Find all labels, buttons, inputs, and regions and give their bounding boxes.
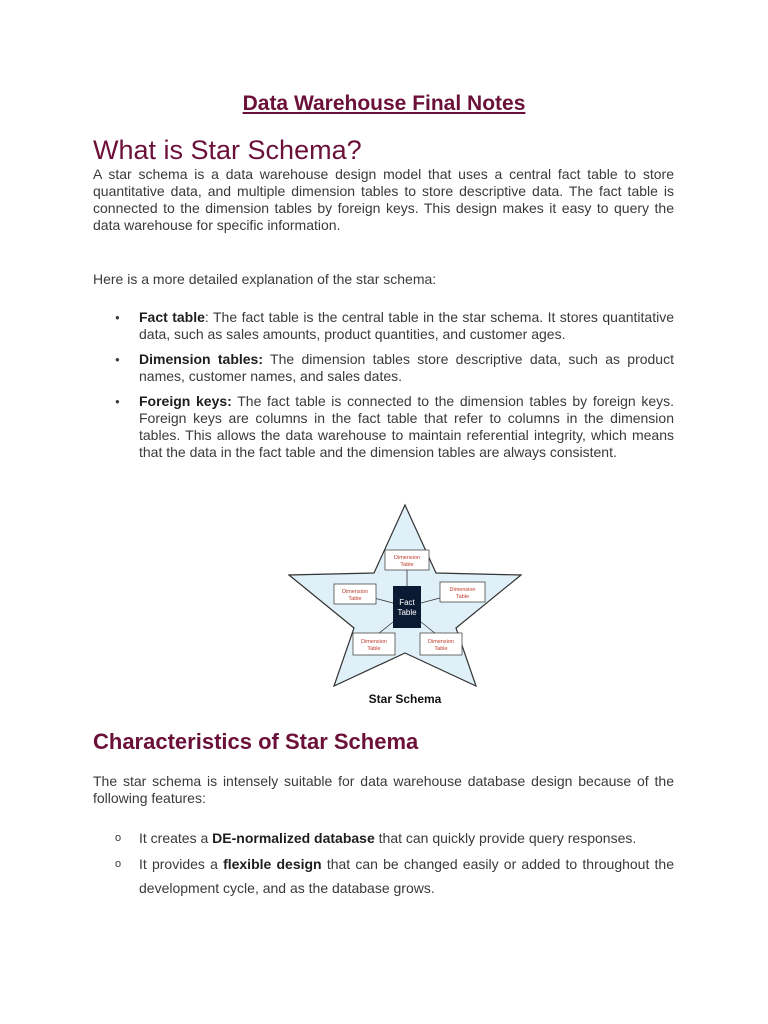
list-item: [93, 393, 674, 461]
definition-text: The fact table is the central table in the star schema. It stores quantitative data, such as sales amounts, product quantities, and customer ages.: [139, 309, 674, 342]
feature-text-pre: It creates a: [139, 830, 213, 846]
dimension-table-top: [385, 550, 429, 570]
dimension-table-bottom-right: [420, 633, 462, 655]
dimension-table-bottom-left: [353, 633, 395, 655]
features-list: [93, 826, 674, 902]
feature-bold: flexible design: [223, 856, 322, 872]
heading-what-is-star-schema: What is Star Schema?: [93, 135, 362, 165]
dim-label-line2: Table: [348, 596, 362, 602]
dimension-table-right: [440, 582, 485, 602]
term: Dimension tables:: [139, 351, 263, 367]
dim-label-line1: Dimension: [449, 587, 476, 593]
fact-label-line2: Table: [397, 608, 417, 617]
list-item: [93, 351, 674, 385]
term-separator: :: [204, 309, 209, 325]
features-intro: The star schema is intensely suitable for data warehouse database design because of the following features:: [93, 773, 674, 806]
feature-text-post: that can quickly provide query responses.: [374, 830, 637, 846]
bullet-icon: ●: [115, 397, 120, 406]
dimension-table-left: [334, 584, 376, 604]
list-item: [93, 826, 674, 850]
star-schema-diagram: [288, 503, 522, 688]
definition-text: The dimension tables store descriptive data, such as product names, customer names, and sales dates.: [139, 351, 674, 384]
list-item: [93, 852, 674, 900]
dim-label-line2: Table: [367, 646, 381, 652]
document-title: Data Warehouse Final Notes: [242, 92, 526, 115]
feature-bold: DE-normalized database: [212, 830, 375, 846]
bullet-icon: ●: [115, 313, 120, 322]
dim-label-line1: Dimension: [361, 639, 387, 645]
dim-label-line1: Dimension: [342, 589, 368, 595]
definition-list: [93, 309, 674, 469]
intro-paragraph: A star schema is a data warehouse design model that uses a central fact table to store quantitative data, and multiple dimension tables to store descriptive data. The fact table is connected to the dimension tables by foreign keys. This design makes it easy to query the data warehouse for specific information.: [93, 166, 674, 233]
circle-bullet-icon: o: [115, 858, 122, 870]
term: Foreign keys:: [139, 393, 232, 409]
bullet-icon: ●: [115, 355, 120, 364]
circle-bullet-icon: o: [115, 832, 122, 844]
list-item: [93, 309, 674, 343]
feature-text-pre: It provides a: [139, 856, 224, 872]
lead-paragraph: Here is a more detailed explanation of the star schema:: [93, 271, 437, 287]
dim-label-line2: Table: [434, 646, 448, 652]
term: Fact table: [139, 309, 205, 325]
dim-label-line1: Dimension: [428, 639, 454, 645]
dim-label-line2: Table: [455, 594, 470, 600]
dim-label-line2: Table: [400, 562, 414, 568]
heading-characteristics: Characteristics of Star Schema: [93, 729, 419, 754]
definition-text: The fact table is connected to the dimension tables by foreign keys. Foreign keys are columns in the fact table that refer to columns in the dimension tables. This allows the data warehouse to maintain referential integrity, which means that the data in the fact table and the dimension tables are always consistent.: [139, 393, 674, 460]
fact-label-line1: Fact: [399, 598, 415, 607]
diagram-caption: Star Schema: [368, 692, 442, 706]
feature-text-post: that can be changed easily or added to throughout the development cycle, and as the database grows.: [139, 856, 675, 896]
dim-label-line1: Dimension: [394, 555, 420, 561]
fact-table-box: [393, 586, 421, 628]
